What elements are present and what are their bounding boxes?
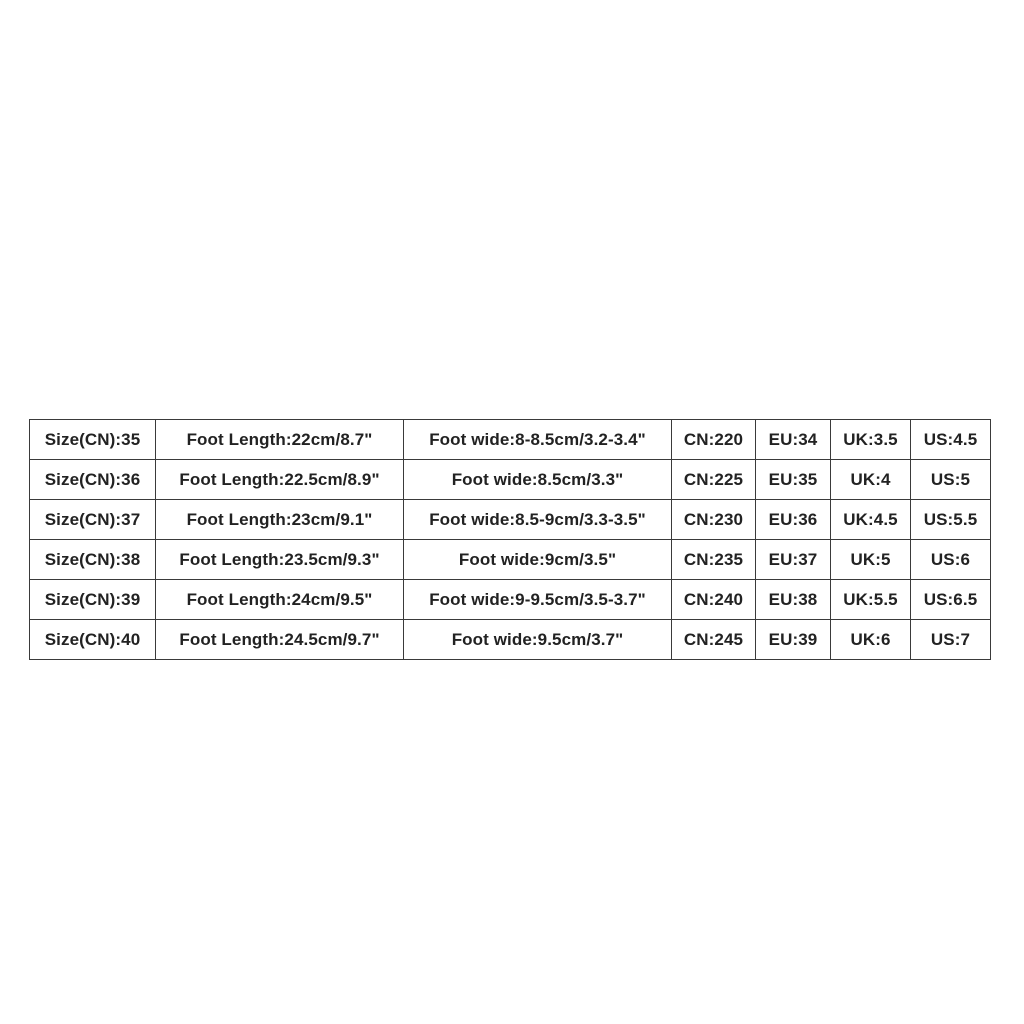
us-size-cell: US:5 — [911, 460, 991, 500]
eu-size-cell: EU:36 — [756, 500, 831, 540]
us-size-cell: US:6 — [911, 540, 991, 580]
uk-size-cell: UK:3.5 — [831, 420, 911, 460]
us-size-cell: US:5.5 — [911, 500, 991, 540]
size-cn-cell: Size(CN):40 — [30, 620, 156, 660]
uk-size-cell: UK:5 — [831, 540, 911, 580]
size-chart-table — [29, 419, 991, 660]
uk-size-cell: UK:5.5 — [831, 580, 911, 620]
cn-size-cell: CN:245 — [672, 620, 756, 660]
foot-wide-cell: Foot wide:9cm/3.5" — [404, 540, 672, 580]
eu-size-cell: EU:39 — [756, 620, 831, 660]
foot-length-cell: Foot Length:22cm/8.7" — [156, 420, 404, 460]
foot-wide-cell: Foot wide:9-9.5cm/3.5-3.7" — [404, 580, 672, 620]
foot-length-cell: Foot Length:22.5cm/8.9" — [156, 460, 404, 500]
table-row — [30, 420, 991, 460]
us-size-cell: US:6.5 — [911, 580, 991, 620]
foot-length-cell: Foot Length:23cm/9.1" — [156, 500, 404, 540]
eu-size-cell: EU:38 — [756, 580, 831, 620]
cn-size-cell: CN:235 — [672, 540, 756, 580]
uk-size-cell: UK:4 — [831, 460, 911, 500]
table-row — [30, 500, 991, 540]
table-row — [30, 540, 991, 580]
table-row — [30, 460, 991, 500]
eu-size-cell: EU:37 — [756, 540, 831, 580]
size-cn-cell: Size(CN):38 — [30, 540, 156, 580]
eu-size-cell: EU:34 — [756, 420, 831, 460]
cn-size-cell: CN:240 — [672, 580, 756, 620]
us-size-cell: US:4.5 — [911, 420, 991, 460]
cn-size-cell: CN:220 — [672, 420, 756, 460]
eu-size-cell: EU:35 — [756, 460, 831, 500]
foot-wide-cell: Foot wide:8.5-9cm/3.3-3.5" — [404, 500, 672, 540]
size-cn-cell: Size(CN):36 — [30, 460, 156, 500]
table-row — [30, 580, 991, 620]
uk-size-cell: UK:4.5 — [831, 500, 911, 540]
size-cn-cell: Size(CN):35 — [30, 420, 156, 460]
table-row — [30, 620, 991, 660]
cn-size-cell: CN:230 — [672, 500, 756, 540]
foot-wide-cell: Foot wide:8.5cm/3.3" — [404, 460, 672, 500]
foot-wide-cell: Foot wide:8-8.5cm/3.2-3.4" — [404, 420, 672, 460]
size-cn-cell: Size(CN):39 — [30, 580, 156, 620]
uk-size-cell: UK:6 — [831, 620, 911, 660]
foot-wide-cell: Foot wide:9.5cm/3.7" — [404, 620, 672, 660]
foot-length-cell: Foot Length:24cm/9.5" — [156, 580, 404, 620]
cn-size-cell: CN:225 — [672, 460, 756, 500]
us-size-cell: US:7 — [911, 620, 991, 660]
foot-length-cell: Foot Length:23.5cm/9.3" — [156, 540, 404, 580]
size-cn-cell: Size(CN):37 — [30, 500, 156, 540]
foot-length-cell: Foot Length:24.5cm/9.7" — [156, 620, 404, 660]
